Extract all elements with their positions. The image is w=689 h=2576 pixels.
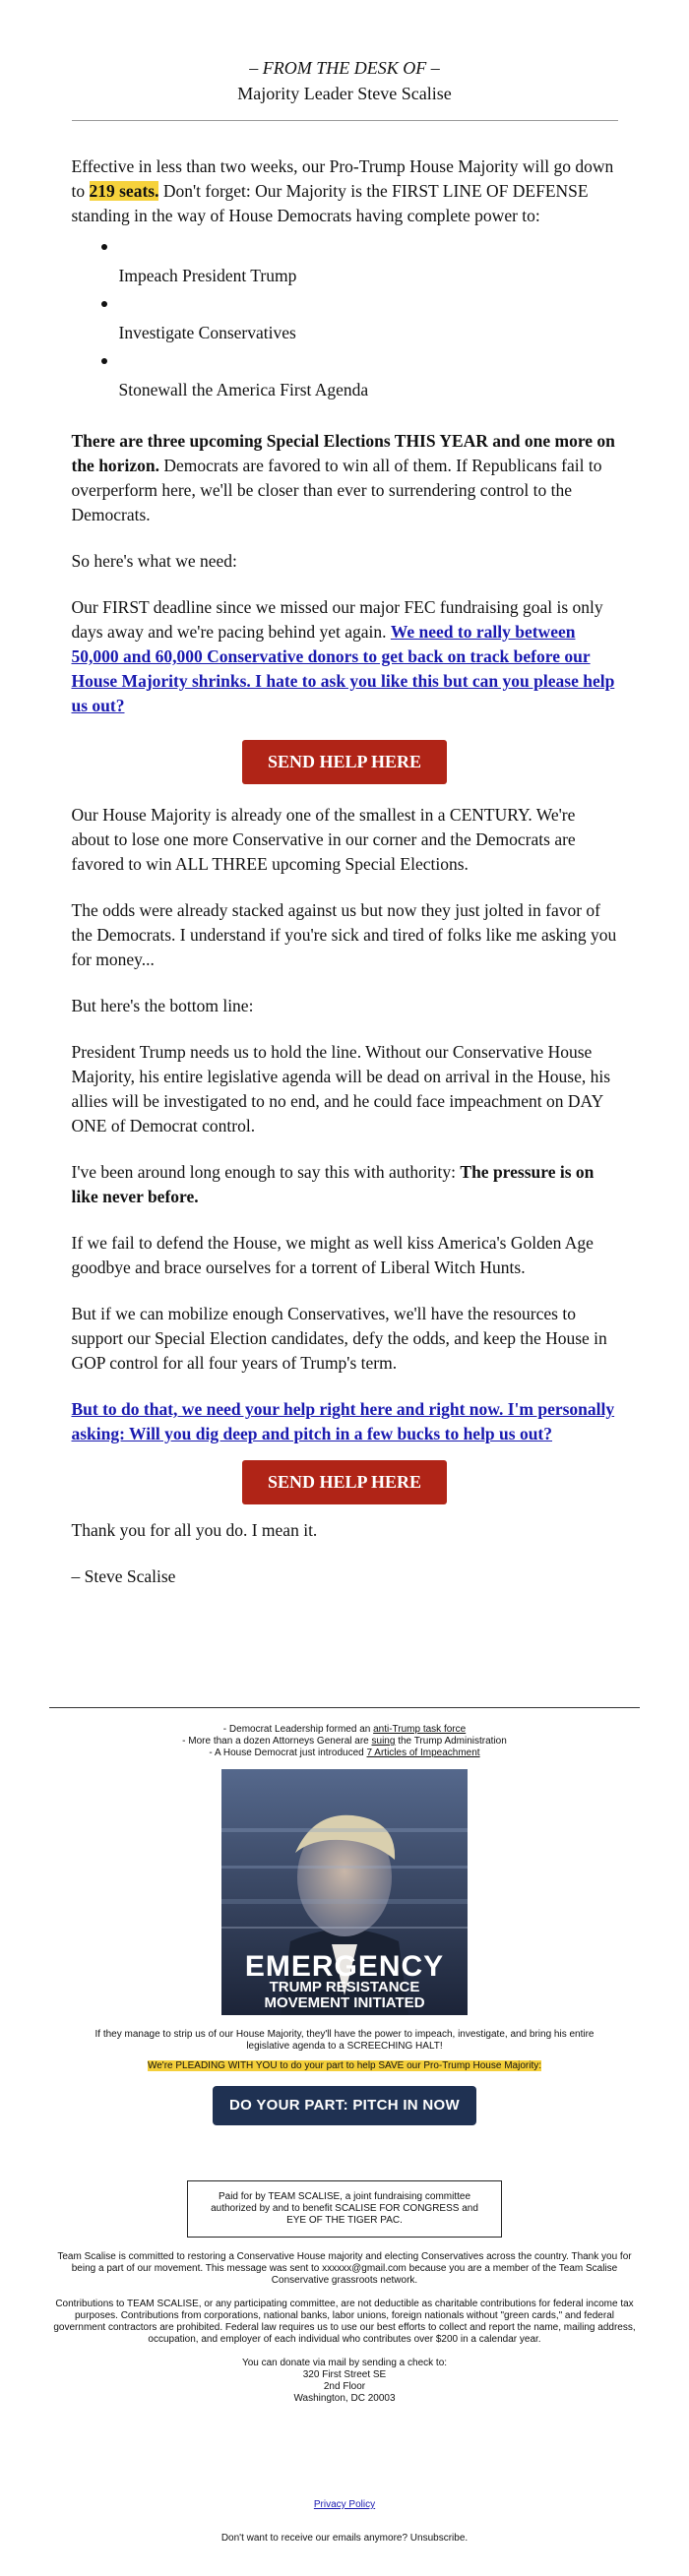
donate-link-1[interactable]: We need to rally between 50,000 and 60,000 Conservative donors to get back on track before our House Majority shrinks. I hate to ask you like this but can you please help us out? [71,622,615,715]
send-help-button-2[interactable]: SEND HELP HERE [242,1460,447,1504]
warning-text: If they manage to strip us of our House Majority, they'll have the power to impeach, investigate, and bring his entire legislative agenda to a SCREECHING HALT! [94,2029,595,2052]
commitment-text: Team Scalise is committed to restoring a Conservative House majority and electing Conservatives across the country. Thank you for being a part of our movement. This message was sent to xxxxxx@gmail.com because you are a member of the Team Scalise Conservative grassroots network. [57,2251,632,2286]
donate-link-2[interactable]: But to do that, we need your help right here and right now. I'm personally asking: Will you dig deep and pitch in a few bucks to help us out? [71,1399,615,1443]
footer-headlines [49,1724,640,1759]
power-list [72,242,618,413]
bullet-icon [101,358,107,364]
promo-subtitle-1: TRUMP RESISTANCE [269,1979,420,1995]
pitch-in-button[interactable]: DO YOUR PART: PITCH IN NOW [213,2086,476,2125]
paragraph-bottom-line: But here's the bottom line: [71,996,254,1015]
emergency-promo-image[interactable] [221,1769,468,2015]
send-help-button-1[interactable]: SEND HELP HERE [242,740,447,784]
promo-subtitle-2: MOVEMENT INITIATED [264,1994,425,2011]
paragraph-pressure: I've been around long enough to say this with authority: The pressure is on like never before. [71,1162,595,1206]
paragraph-golden-age: If we fail to defend the House, we might as well kiss America's Golden Age goodbye and brace ourselves for a torrent of Liberal Witch Hunts. [71,1233,594,1277]
paragraph-hold-the-line: President Trump needs us to hold the line. Without our Conservative House Majority, his entire legislative agenda will be dead on arrival in the House, his allies will be investigated to no end, and he could face impeachment on DAY ONE of Democrat control. [71,1042,611,1135]
paid-for-disclaimer: Paid for by TEAM SCALISE, a joint fundraising committee authorized by and to benefit SCALISE FOR CONGRESS and EYE OF THE TIGER PAC. [187,2180,502,2238]
mail-address: You can donate via mail by sending a check to: 320 First Street SE 2nd Floor Washington, DC 20003 [241,2358,448,2404]
task-force-link[interactable]: anti-Trump task force [373,1724,467,1735]
unsubscribe-text[interactable]: Don't want to receive our emails anymore? Unsubscribe. [220,2533,469,2544]
headline-1: - Democrat Leadership formed an anti-Trump task force [222,1724,467,1735]
letter-header [0,0,689,106]
promo-title: EMERGENCY [244,1950,445,1983]
plea-highlight: We're PLEADING WITH YOU to do your part to help SAVE our Pro-Trump House Majority: [147,2060,541,2071]
paragraph-mobilize: But if we can mobilize enough Conservatives, we'll have the resources to support our Special Election candidates, defy the odds, and keep the House in GOP control for all four years of Trump's term. [71,1304,607,1373]
letter-body [72,121,618,1589]
paragraph-what-we-need: So here's what we need: [71,551,237,571]
impeachment-link[interactable]: 7 Articles of Impeachment [366,1748,480,1758]
headline-2: - More than a dozen Attorneys General are suing the Trump Administration [182,1736,507,1747]
suing-link[interactable]: suing [371,1736,396,1747]
desk-line: – FROM THE DESK OF – [249,58,440,78]
headline-3: - A House Democrat just introduced 7 Articles of Impeachment [209,1748,480,1758]
privacy-policy-link[interactable]: Privacy Policy [313,2499,376,2510]
paragraph-special-elections: There are three upcoming Special Elections THIS YEAR and one more on the horizon. Democrats are favored to win all of them. If Republicans fail to overperform here, we'll be closer than ever to surrendering control to the Democrats. [71,431,615,524]
list-item: Stonewall the America First Agenda [119,356,618,413]
paragraph-ask [72,1397,618,1446]
bullet-icon [101,244,107,250]
paragraph-smallest-majority: Our House Majority is already one of the smallest in a CENTURY. We're about to lose one more Conservative in our corner and the Democrats are favored to win ALL THREE upcoming Special Elections. [71,805,576,874]
paragraph-thanks: Thank you for all you do. I mean it. [71,1520,318,1540]
paragraph-odds: The odds were already stacked against us but now they just jolted in favor of the Democrats. I understand if you're sick and tired of folks like me asking you for money... [71,900,617,969]
paragraph-intro: Effective in less than two weeks, our Pro-Trump House Majority will go down to 219 seats. Don't forget: Our Majority is the FIRST LINE OF DEFENSE standing in the way of House Democrats having complete power to: [71,156,614,225]
signature: – Steve Scalise [71,1566,176,1586]
legal-text: Contributions to TEAM SCALISE, or any participating committee, are not deductible as charitable contributions for federal income tax purposes. Contributions from corporations, national banks, labor unions, foreign nationals without "green cards," and federal government contractors are prohibited. Federal law requires us to use our best efforts to collect and report the name, mailing address, occupation, and employer of each individual who contributes over $200 in a calendar year. [53,2299,636,2345]
bullet-icon [101,301,107,307]
footer-divider [49,1707,640,1708]
list-item: Investigate Conservatives [119,299,618,356]
author-line: Majority Leader Steve Scalise [237,84,452,103]
seat-count-highlight: 219 seats. [89,181,159,201]
paragraph-deadline: Our FIRST deadline since we missed our major FEC fundraising goal is only days away and we're pacing behind yet again. We need to rally between 50,000 and 60,000 Conservative donors to get back on track before our House Majority shrinks. I hate to ask you like this but can you please help us out? [71,597,615,715]
list-item: Impeach President Trump [119,242,618,299]
